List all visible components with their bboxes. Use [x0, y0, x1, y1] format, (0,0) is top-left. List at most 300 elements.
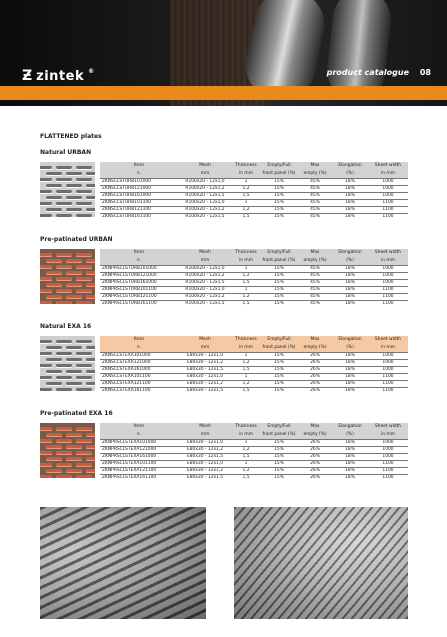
table-cell: ZKNSCLSTURB161100: [102, 213, 151, 219]
table-cell: 1000: [382, 265, 394, 271]
mesh-slot: [66, 283, 82, 286]
column-header-item: n.: [136, 257, 142, 263]
mesh-slot: [76, 388, 92, 391]
table-cell: 26%: [310, 387, 320, 393]
column-header-thickness: in mm: [239, 344, 253, 350]
table-row: [100, 460, 408, 467]
table-cell: 26%: [310, 474, 320, 480]
mesh-slot: [76, 265, 92, 268]
column-header-thickness: Thickness: [235, 424, 257, 429]
column-header-elongation: (%): [346, 344, 354, 350]
column-header-item: Item: [134, 250, 144, 255]
table-cell: ZKNPRSCLSTEXA161000: [102, 453, 157, 459]
table-cell: 18%: [345, 446, 355, 452]
table-cell: 1: [244, 265, 248, 271]
table-cell: 1,2: [242, 185, 250, 191]
mesh-slot: [46, 271, 62, 274]
table-cell: ZKNSCLSTEXA161000: [102, 366, 151, 372]
table-cell: E80x30 - 12x1,0: [186, 373, 224, 379]
mesh-slot: [40, 166, 52, 169]
mesh-slot: [76, 427, 92, 430]
mesh-slot: [46, 358, 62, 361]
mesh-slot: [86, 370, 95, 373]
mesh-slot: [56, 190, 72, 193]
mesh-slot: [66, 196, 82, 199]
table-cell: 1100: [382, 213, 394, 219]
table-cell: 1100: [382, 293, 394, 299]
column-header-mesh: mm: [200, 344, 210, 350]
table-cell: 1,5: [242, 213, 250, 219]
table-row: [100, 279, 408, 286]
table-cell: 45%: [310, 206, 320, 212]
mesh-slot: [56, 166, 72, 169]
mesh-slot: [40, 439, 52, 442]
table-cell: 1,2: [242, 293, 250, 299]
table-cell: 45%: [310, 279, 320, 285]
table-cell: E80x30 - 12x1,5: [186, 474, 224, 480]
table-cell: R100x20 - 12x1,0: [185, 178, 225, 184]
mesh-slot: [40, 451, 52, 454]
mesh-slot: [76, 364, 92, 367]
table-cell: R100x20 - 12x1,5: [185, 213, 225, 219]
table-cell: ZKNPRSCLSTURB121100: [102, 293, 157, 299]
table-cell: 45%: [310, 178, 320, 184]
table-cell: 1,2: [242, 380, 250, 386]
mesh-slot: [66, 172, 82, 175]
table-cell: 15%: [274, 272, 284, 278]
column-header-empty-full: front panel (%): [262, 344, 296, 350]
document-title: FLATTENED plates: [40, 133, 102, 140]
table-row: [100, 293, 408, 300]
table-cell: ZKNPRSCLSTURB101000: [102, 265, 157, 271]
table-cell: 15%: [274, 460, 284, 466]
table-cell: 26%: [310, 460, 320, 466]
table-cell: 18%: [345, 467, 355, 473]
column-header-thickness: Thickness: [235, 337, 257, 342]
mesh-slot: [56, 340, 72, 343]
mesh-slot: [40, 364, 52, 367]
table-cell: ZKNSCLSTEXA161100: [102, 387, 151, 393]
table-cell: 45%: [310, 272, 320, 278]
header-orange-band: [0, 86, 447, 100]
table-cell: 1100: [382, 467, 394, 473]
mesh-slot: [56, 427, 72, 430]
table-cell: 15%: [274, 380, 284, 386]
mesh-slot: [40, 214, 52, 217]
section-title: Pre-patinated URBAN: [40, 236, 113, 243]
mesh-slot: [86, 172, 95, 175]
table-cell: 26%: [310, 467, 320, 473]
table-cell: 1,5: [242, 453, 250, 459]
table-row: [100, 199, 408, 206]
mesh-slot: [46, 283, 62, 286]
table-cell: 18%: [345, 293, 355, 299]
table-cell: 1,2: [242, 206, 250, 212]
column-header-elongation: (%): [346, 170, 354, 176]
table-cell: 1000: [382, 446, 394, 452]
table-cell: ZKNPRSCLSTURB161100: [102, 300, 157, 306]
table-cell: ZKNSCLSTEXA121000: [102, 359, 151, 365]
spec-table: [100, 336, 408, 394]
mesh-slot: [66, 457, 82, 460]
brand-name: zintek: [36, 68, 85, 84]
table-cell: 1,5: [242, 387, 250, 393]
column-header-empty-full: front panel (%): [262, 257, 296, 263]
product-section: [40, 149, 408, 220]
mesh-slot: [46, 208, 62, 211]
mesh-slot: [40, 388, 52, 391]
table-cell: 18%: [345, 279, 355, 285]
table-cell: ZKNPRSCLSTEXA121000: [102, 446, 157, 452]
table-cell: 26%: [310, 453, 320, 459]
mesh-slot: [56, 301, 72, 304]
table-cell: 18%: [345, 272, 355, 278]
column-header-thickness: Thickness: [235, 163, 257, 168]
table-cell: 26%: [310, 446, 320, 452]
table-cell: E80x30 - 12x1,5: [186, 387, 224, 393]
mesh-swatch-image: [40, 423, 95, 478]
table-cell: 18%: [345, 460, 355, 466]
section-title: Natural URBAN: [40, 149, 92, 156]
column-header-item: Item: [134, 424, 144, 429]
table-cell: 15%: [274, 293, 284, 299]
table-cell: 1100: [382, 387, 394, 393]
table-cell: 45%: [310, 265, 320, 271]
table-cell: 15%: [274, 199, 284, 205]
table-cell: 1100: [382, 474, 394, 480]
table-cell: 15%: [274, 265, 284, 271]
table-row: [100, 213, 408, 220]
column-header-sheet-width: Sheet width: [374, 250, 402, 255]
table-cell: 1000: [382, 359, 394, 365]
table-cell: 15%: [274, 366, 284, 372]
table-cell: 18%: [345, 352, 355, 358]
table-cell: R100x20 - 12x1,5: [185, 279, 225, 285]
table-cell: E80x30 - 12x1,5: [186, 366, 224, 372]
column-header-max-empty: Max: [310, 424, 320, 429]
mesh-slot: [56, 475, 72, 478]
table-cell: 15%: [274, 446, 284, 452]
table-cell: 18%: [345, 206, 355, 212]
table-cell: 1100: [382, 206, 394, 212]
column-header-mesh: Mesh: [199, 424, 211, 429]
table-cell: 1,5: [242, 366, 250, 372]
table-cell: 18%: [345, 439, 355, 445]
table-cell: 1000: [382, 352, 394, 358]
mesh-slot: [76, 451, 92, 454]
mesh-slot: [56, 289, 72, 292]
column-header-max-empty: empty (%): [303, 170, 327, 176]
table-cell: 15%: [274, 387, 284, 393]
mesh-slot: [56, 439, 72, 442]
mesh-slot: [86, 196, 95, 199]
catalogue-label: product catalogue: [326, 68, 409, 77]
mesh-slot: [76, 214, 92, 217]
column-header-item: n.: [136, 431, 142, 437]
column-header-max-empty: Max: [310, 337, 320, 342]
table-cell: 45%: [310, 185, 320, 191]
mesh-slot: [66, 370, 82, 373]
table-row: [100, 380, 408, 387]
table-cell: 45%: [310, 213, 320, 219]
table-cell: ZKNSCLSTURB101100: [102, 199, 151, 205]
mesh-slot: [76, 253, 92, 256]
table-cell: R100x20 - 12x1,0: [185, 265, 225, 271]
column-header-mesh: Mesh: [199, 163, 211, 168]
table-row: [100, 387, 408, 394]
column-header-item: Item: [134, 337, 144, 342]
table-cell: 45%: [310, 286, 320, 292]
column-header-elongation: Elongation: [338, 250, 362, 255]
table-row: [100, 286, 408, 293]
table-cell: R100x20 - 12x1,0: [185, 199, 225, 205]
table-cell: 45%: [310, 300, 320, 306]
table-cell: 1: [244, 439, 248, 445]
table-cell: 1100: [382, 373, 394, 379]
mesh-slot: [56, 451, 72, 454]
table-cell: 1,5: [242, 279, 250, 285]
table-cell: 26%: [310, 359, 320, 365]
mesh-slot: [76, 202, 92, 205]
spec-table: [100, 249, 408, 307]
table-row: [100, 359, 408, 366]
column-header-empty-full: Empty/Full: [267, 424, 291, 429]
table-cell: 18%: [345, 199, 355, 205]
table-cell: 1000: [382, 178, 394, 184]
table-cell: 1100: [382, 286, 394, 292]
mesh-slot: [46, 172, 62, 175]
column-header-thickness: in mm: [239, 170, 253, 176]
mesh-slot: [56, 178, 72, 181]
table-cell: R100x20 - 12x1,2: [185, 185, 225, 191]
column-header-empty-full: front panel (%): [262, 431, 296, 437]
column-header-max-empty: empty (%): [303, 257, 327, 263]
mesh-slot: [46, 295, 62, 298]
mesh-slot: [40, 190, 52, 193]
mesh-slot: [40, 352, 52, 355]
table-cell: 15%: [274, 213, 284, 219]
brand-mark-icon: Ƶ: [22, 68, 33, 84]
column-header-mesh: mm: [200, 170, 210, 176]
mesh-slot: [46, 259, 62, 262]
table-row: [100, 366, 408, 373]
mesh-slot: [66, 358, 82, 361]
table-cell: ZKNSCLSTURB121000: [102, 185, 151, 191]
column-header-sheet-width: Sheet width: [374, 163, 402, 168]
table-cell: 1: [244, 178, 248, 184]
mesh-slot: [86, 283, 95, 286]
mesh-slot: [56, 277, 72, 280]
column-header-sheet-width: in mm: [381, 344, 395, 350]
table-cell: 1,2: [242, 272, 250, 278]
table-cell: ZKNPRSCLSTURB161000: [102, 279, 157, 285]
table-cell: ZKNPRSCLSTEXA121100: [102, 467, 157, 473]
column-header-thickness: Thickness: [235, 250, 257, 255]
table-cell: 18%: [345, 359, 355, 365]
section-title: Pre-patinated EXA 16: [40, 410, 113, 417]
mesh-slot: [76, 475, 92, 478]
table-cell: ZKNPRSCLSTEXA101100: [102, 460, 157, 466]
table-cell: 1100: [382, 300, 394, 306]
table-cell: 45%: [310, 293, 320, 299]
table-cell: ZKNSCLSTURB101000: [102, 178, 151, 184]
product-section: [40, 410, 408, 481]
column-header-max-empty: Max: [310, 250, 320, 255]
table-cell: 1100: [382, 380, 394, 386]
table-row: [100, 300, 408, 307]
mesh-slot: [46, 370, 62, 373]
mesh-slot: [76, 340, 92, 343]
table-cell: 26%: [310, 373, 320, 379]
spec-table: [100, 162, 408, 220]
mesh-slot: [56, 463, 72, 466]
mesh-slot: [76, 178, 92, 181]
mesh-slot: [86, 358, 95, 361]
column-header-item: Item: [134, 163, 144, 168]
mesh-slot: [76, 439, 92, 442]
table-cell: 1,2: [242, 467, 250, 473]
registered-mark: ®: [88, 68, 95, 75]
mesh-slot: [76, 277, 92, 280]
mesh-slot: [46, 445, 62, 448]
column-header-thickness: in mm: [239, 431, 253, 437]
mesh-slot: [66, 208, 82, 211]
mesh-slot: [86, 457, 95, 460]
mesh-slot: [76, 463, 92, 466]
mesh-slot: [66, 184, 82, 187]
mesh-slot: [40, 277, 52, 280]
mesh-swatch-image: [40, 162, 95, 217]
table-cell: ZKNPRSCLSTURB101100: [102, 286, 157, 292]
table-cell: 15%: [274, 453, 284, 459]
mesh-slot: [56, 376, 72, 379]
column-header-max-empty: Max: [310, 163, 320, 168]
table-cell: 18%: [345, 373, 355, 379]
mesh-slot: [66, 295, 82, 298]
section-title: Natural EXA 16: [40, 323, 92, 330]
column-header-mesh: Mesh: [199, 337, 211, 342]
table-cell: E80x30 - 12x1,0: [186, 460, 224, 466]
table-cell: 45%: [310, 199, 320, 205]
column-header-sheet-width: in mm: [381, 170, 395, 176]
table-cell: 15%: [274, 474, 284, 480]
table-cell: ZKNSCLSTEXA101000: [102, 352, 151, 358]
mesh-slot: [40, 289, 52, 292]
table-cell: 18%: [345, 387, 355, 393]
table-cell: 1: [244, 286, 248, 292]
spec-table: [100, 423, 408, 481]
table-row: [100, 467, 408, 474]
mesh-photo-exa: [234, 507, 408, 619]
column-header-mesh: mm: [200, 431, 210, 437]
table-cell: 18%: [345, 366, 355, 372]
table-cell: 1000: [382, 279, 394, 285]
table-cell: 1000: [382, 272, 394, 278]
table-row: [100, 453, 408, 460]
table-row: [100, 206, 408, 213]
mesh-slot: [86, 445, 95, 448]
table-cell: 1000: [382, 453, 394, 459]
column-header-sheet-width: in mm: [381, 431, 395, 437]
table-cell: E80x30 - 12x1,2: [186, 467, 224, 473]
mesh-slot: [56, 352, 72, 355]
column-header-thickness: in mm: [239, 257, 253, 263]
mesh-slot: [40, 265, 52, 268]
mesh-slot: [46, 346, 62, 349]
mesh-slot: [86, 382, 95, 385]
mesh-slot: [86, 271, 95, 274]
table-cell: 18%: [345, 453, 355, 459]
mesh-slot: [76, 301, 92, 304]
mesh-slot: [40, 340, 52, 343]
table-cell: 15%: [274, 300, 284, 306]
column-header-elongation: (%): [346, 431, 354, 437]
table-cell: R100x20 - 12x1,2: [185, 272, 225, 278]
column-header-empty-full: Empty/Full: [267, 163, 291, 168]
table-cell: 1,5: [242, 300, 250, 306]
table-row: [100, 185, 408, 192]
mesh-slot: [40, 463, 52, 466]
table-cell: 1000: [382, 192, 394, 198]
table-cell: 1: [244, 199, 248, 205]
mesh-slot: [46, 382, 62, 385]
table-cell: 1000: [382, 366, 394, 372]
table-cell: 26%: [310, 439, 320, 445]
table-cell: R100x20 - 12x1,5: [185, 300, 225, 306]
column-header-sheet-width: Sheet width: [374, 424, 402, 429]
table-cell: 1: [244, 460, 248, 466]
mesh-slot: [66, 346, 82, 349]
table-cell: 15%: [274, 185, 284, 191]
column-header-elongation: Elongation: [338, 424, 362, 429]
table-cell: ZKNSCLSTEXA101100: [102, 373, 151, 379]
table-cell: 15%: [274, 352, 284, 358]
mesh-slot: [56, 364, 72, 367]
table-cell: ZKNSCLSTEXA121100: [102, 380, 151, 386]
mesh-slot: [76, 352, 92, 355]
column-header-sheet-width: Sheet width: [374, 337, 402, 342]
table-cell: 26%: [310, 380, 320, 386]
table-cell: 1100: [382, 199, 394, 205]
table-cell: E80x30 - 12x1,2: [186, 359, 224, 365]
table-cell: 18%: [345, 300, 355, 306]
mesh-slot: [76, 166, 92, 169]
mesh-slot: [86, 469, 95, 472]
mesh-slot: [86, 346, 95, 349]
column-header-sheet-width: in mm: [381, 257, 395, 263]
column-header-item: n.: [136, 170, 142, 176]
column-header-empty-full: front panel (%): [262, 170, 296, 176]
mesh-slot: [56, 388, 72, 391]
table-cell: 1,2: [242, 446, 250, 452]
table-cell: 18%: [345, 474, 355, 480]
mesh-slot: [56, 214, 72, 217]
table-cell: E80x30 - 12x1,0: [186, 439, 224, 445]
table-row: [100, 439, 408, 446]
table-cell: 18%: [345, 213, 355, 219]
mesh-slot: [40, 427, 52, 430]
table-row: [100, 192, 408, 199]
table-cell: 18%: [345, 185, 355, 191]
mesh-swatch-image: [40, 249, 95, 304]
table-cell: E80x30 - 12x1,2: [186, 380, 224, 386]
table-row: [100, 446, 408, 453]
table-cell: E80x30 - 12x1,0: [186, 352, 224, 358]
product-section: [40, 236, 408, 307]
table-cell: 1000: [382, 439, 394, 445]
table-cell: 15%: [274, 439, 284, 445]
table-cell: 1000: [382, 185, 394, 191]
